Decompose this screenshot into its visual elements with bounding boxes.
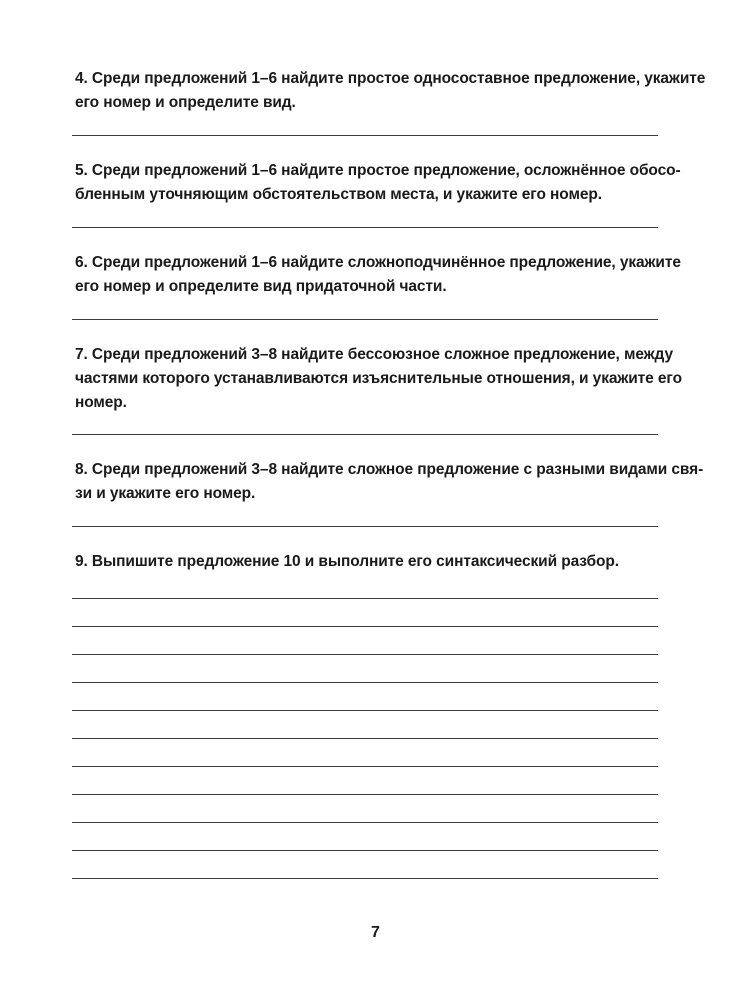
task-4-line-2: его номер и определите вид.	[75, 94, 296, 111]
answer-line-task-9-10[interactable]	[72, 850, 658, 851]
answer-line-task-9-6[interactable]	[72, 738, 658, 739]
answer-line-task-9-9[interactable]	[72, 822, 658, 823]
task-7	[75, 343, 682, 415]
task-7-line-2: частями которого устанавливаются изъяснительные отношения, и укажите его	[75, 370, 682, 387]
answer-line-task-9-5[interactable]	[72, 710, 658, 711]
answer-line-task-7[interactable]	[72, 434, 658, 435]
answer-line-task-9-4[interactable]	[72, 682, 658, 683]
task-4	[75, 67, 706, 115]
answer-line-task-9-3[interactable]	[72, 654, 658, 655]
answer-line-task-5[interactable]	[72, 227, 658, 228]
task-9-line-1: 9. Выпишите предложение 10 и выполните его синтаксический разбор.	[75, 553, 619, 570]
answer-line-task-4[interactable]	[72, 135, 658, 136]
page-number: 7	[371, 924, 380, 941]
answer-line-task-6[interactable]	[72, 319, 658, 320]
task-9	[75, 550, 657, 574]
answer-line-task-8[interactable]	[72, 526, 658, 527]
task-6	[75, 251, 681, 299]
task-7-line-3: номер.	[75, 394, 127, 411]
task-6-line-1: 6. Среди предложений 1–6 найдите сложноподчинённое предложение, укажите	[75, 254, 681, 271]
task-7-line-1: 7. Среди предложений 3–8 найдите бессоюзное сложное предложение, между	[75, 346, 673, 363]
answer-line-task-9-11[interactable]	[72, 878, 658, 879]
task-4-line-1: 4. Среди предложений 1–6 найдите простое односоставное предложение, укажите	[75, 70, 706, 87]
answer-line-task-9-7[interactable]	[72, 766, 658, 767]
answer-line-task-9-8[interactable]	[72, 794, 658, 795]
task-8	[75, 458, 704, 506]
task-8-line-2: зи и укажите его номер.	[75, 485, 256, 502]
task-6-line-2: его номер и определите вид придаточной части.	[75, 278, 447, 295]
answer-line-task-9-2[interactable]	[72, 626, 658, 627]
answer-line-task-9-1[interactable]	[72, 598, 658, 599]
task-5	[75, 159, 681, 207]
task-8-line-1: 8. Среди предложений 3–8 найдите сложное предложение с разными видами свя-	[75, 461, 704, 478]
task-5-line-2: бленным уточняющим обстоятельством места, и укажите его номер.	[75, 186, 602, 203]
task-5-line-1: 5. Среди предложений 1–6 найдите простое предложение, осложнённое обосо-	[75, 162, 681, 179]
